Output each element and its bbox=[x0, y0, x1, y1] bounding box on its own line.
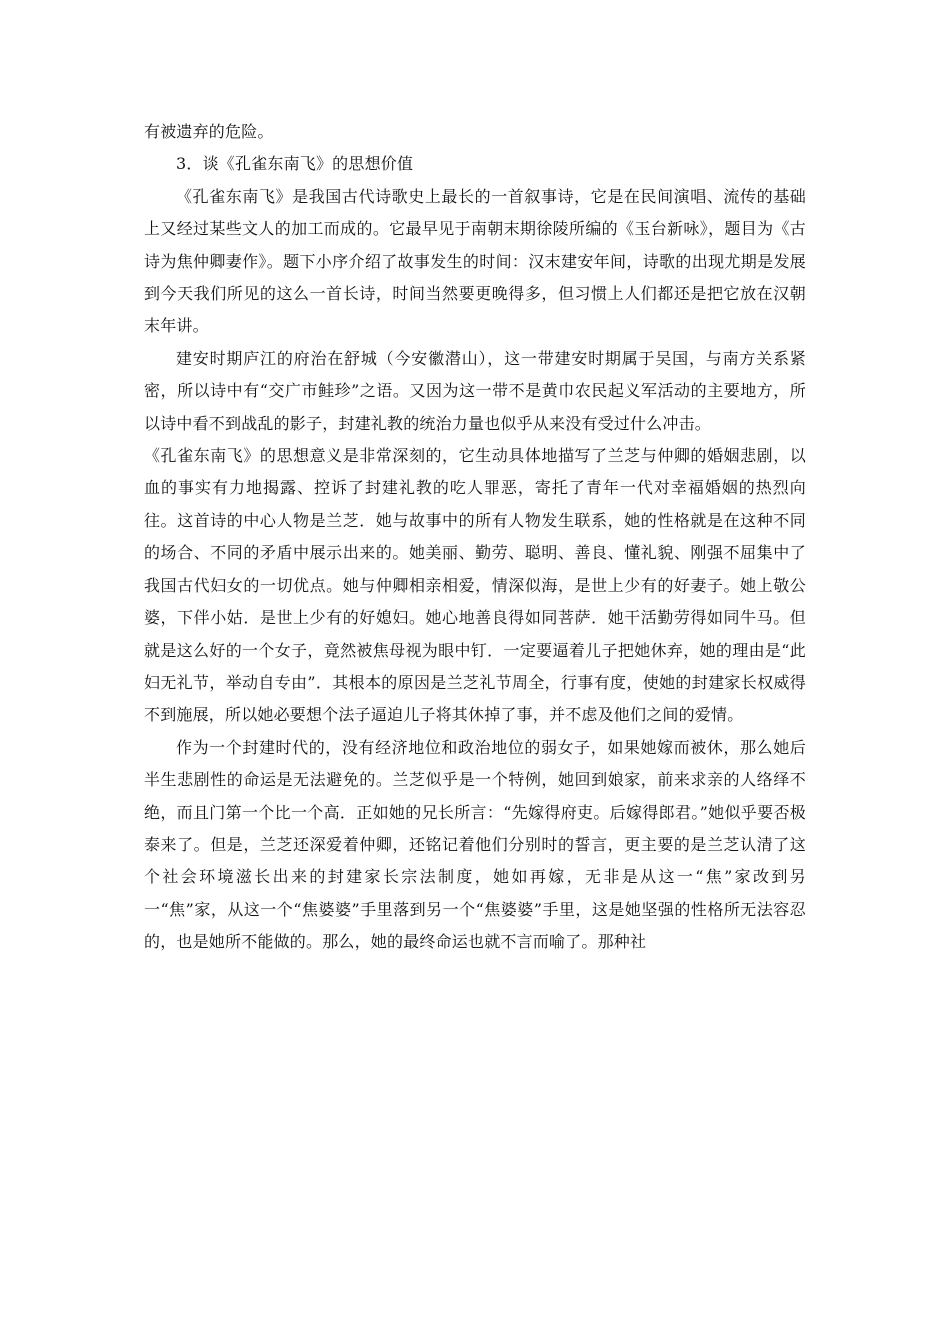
section-heading: 3．谈《孔雀东南飞》的思想价值 bbox=[176, 154, 414, 174]
paragraph-continuation: 有被遗弃的危险。 bbox=[144, 122, 274, 141]
paragraph-intro: 《孔雀东南飞》是我国古代诗歌史上最长的一首叙事诗，它是在民间演唱、流传的基础上又经过某些文人的加工而成的。它最早见于南朝末期徐陵所编的《玉台新咏》，题目为《古诗为焦仲卿妻作》。题下小序介绍了故事发生的时间：汉末建安年间，诗歌的出现尤期是发展到今天我们所见的这么一首长诗，时间当然要更晚得多，但习惯上人们都还是把它放在汉朝末年讲。 bbox=[144, 186, 806, 336]
document-body bbox=[144, 116, 806, 959]
paragraph-thematic-meaning: 《孔雀东南飞》的思想意义是非常深刻的，它生动具体地描写了兰芝与仲卿的婚姻悲剧，以血的事实有力地揭露、控诉了封建礼教的吃人罪恶，寄托了青年一代对幸福婚姻的热烈向往。这首诗的中心人物是兰芝．她与故事中的所有人物发生联系，她的性格就是在这种不同的场合、不同的矛盾中展示出来的。她美丽、勤劳、聪明、善良、懂礼貌、刚强不屈集中了我国古代妇女的一切优点。她与仲卿相亲相爱，情深似海，是世上少有的好妻子。她上敬公婆，下伴小姑．是世上少有的好媳妇。她心地善良得如同菩萨．她干活勤劳得如同牛马。但就是这么好的一个女子，竟然被焦母视为眼中钉．一定要逼着儿子把她休弃，她的理由是“此妇无礼节，举动自专由”．其根本的原因是兰芝礼节周全，行事有度，使她的封建家长权威得不到施展，所以她必要想个法子逼迫儿子将其休掉了事，并不虑及他们之间的爱情。 bbox=[144, 446, 806, 725]
paragraph-fate-analysis: 作为一个封建时代的，没有经济地位和政治地位的弱女子，如果她嫁而被休，那么她后半生悲剧性的命运是无法避免的。兰芝似乎是一个特例，她回到娘家，前来求亲的人络绎不绝，而且门第一个比一个高．正如她的兄长所言：“先嫁得府吏。后嫁得郎君。”她似乎要否极泰来了。但是，兰芝还深爱着仲卿，还铭记着他们分别时的誓言，更主要的是兰芝认清了这个社会环境滋长出来的封建家长宗法制度，她如再嫁，无非是从这一“焦”家改到另一“焦”家，从这一个“焦婆婆”手里落到另一个“焦婆婆”手里，这是她坚强的性格所无法容忍的，也是她所不能做的。那么，她的最终命运也就不言而喻了。那种社 bbox=[144, 737, 806, 952]
paragraph-historical-context: 建安时期庐江的府治在舒城（今安徽潜山），这一带建安时期属于吴国，与南方关系紧密，所以诗中有“交广市鲑珍”之语。又因为这一带不是黄巾农民起义军活动的主要地方，所以诗中看不到战乱的影子，封建礼教的统治力量也似乎从来没有受过什么冲击。 bbox=[144, 348, 806, 433]
